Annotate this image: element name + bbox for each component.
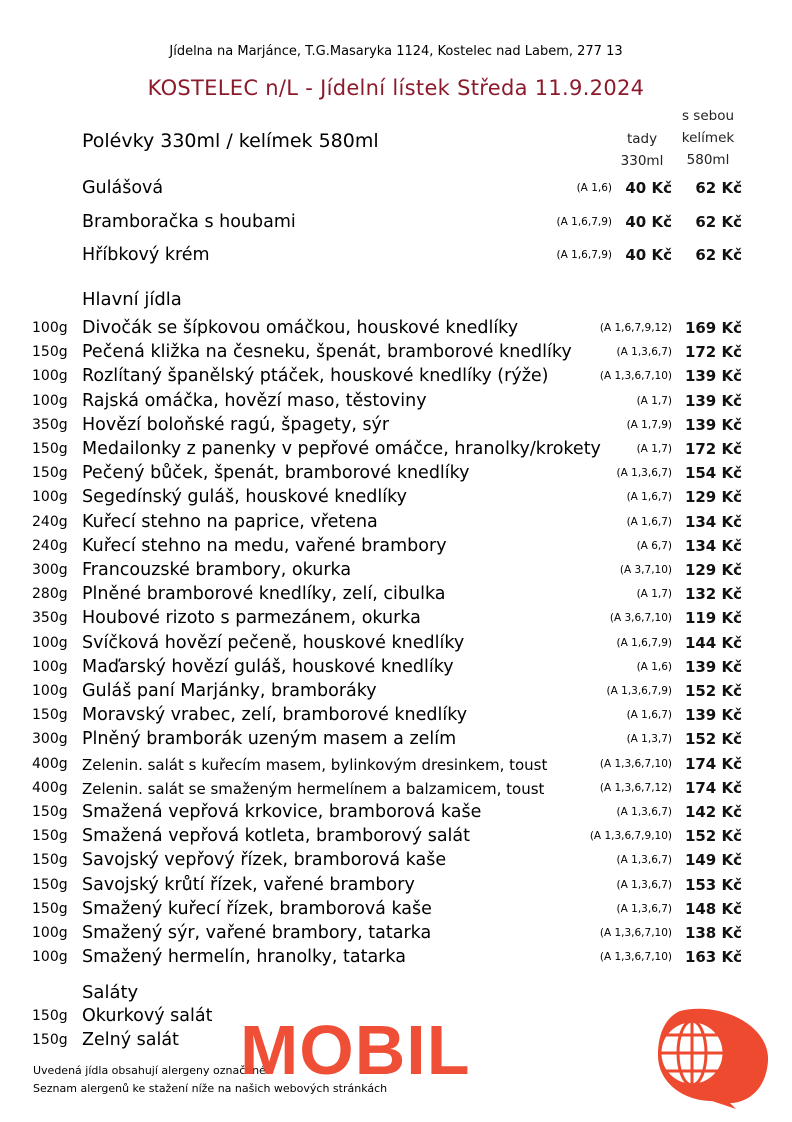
dish-name: Moravský vrabec, zelí, bramborové knedlíky: [82, 705, 468, 726]
main-dish-row: [0, 875, 792, 899]
dish-allergens: (A 1,7,9): [626, 418, 672, 431]
dish-price: 139 Kč: [684, 391, 742, 410]
dish-price: 169 Kč: [684, 319, 742, 337]
dish-price: 174 Kč: [684, 778, 742, 797]
dish-price: 154 Kč: [684, 464, 742, 483]
dish-name: Segedínský guláš, houskové knedlíky: [82, 487, 407, 508]
dish-price: 139 Kč: [684, 367, 742, 386]
column-header-here: [612, 128, 672, 172]
dish-price: 134 Kč: [684, 536, 742, 555]
soup-row: [0, 212, 792, 236]
soup-row: [0, 245, 792, 269]
dish-name: Francouzské brambory, okurka: [82, 560, 352, 580]
main-dish-row: [0, 947, 792, 971]
dish-weight: 350g: [32, 610, 68, 627]
dish-weight: 100g: [32, 658, 68, 675]
dish-allergens: (A 1,3,6,7): [616, 902, 672, 915]
dish-weight: 240g: [32, 537, 68, 554]
column-header-takeaway-line: 580ml: [686, 152, 730, 168]
menu-title: KOSTELEC n/L - Jídelní lístek Středa 11.9.2024: [147, 76, 645, 100]
dish-price: 139 Kč: [684, 415, 742, 434]
main-dish-row: [0, 899, 792, 923]
main-dish-row: [0, 487, 792, 511]
dish-name: Zelenin. salát s kuřecím masem, bylinkovým dresinkem, toust: [82, 755, 548, 774]
soup-price-takeaway: 62 Kč: [695, 246, 742, 264]
dish-weight: 400g: [32, 779, 68, 796]
dish-name: Smažený kuřecí řízek, bramborová kaše: [82, 898, 432, 919]
soup-name: Hříbkový krém: [82, 245, 210, 265]
column-header-here-line: tady: [626, 131, 658, 147]
dish-name: Smažený hermelín, hranolky, tatarka: [82, 947, 406, 968]
dish-name: Smažená vepřová krkovice, bramborová kaše: [82, 802, 482, 822]
soup-price-takeaway: 62 Kč: [695, 212, 742, 231]
dish-price: 152 Kč: [684, 682, 742, 700]
dish-allergens: (A 1,3,6,7): [616, 878, 672, 891]
dish-price: 119 Kč: [684, 609, 742, 628]
dish-name: Houbové rizoto s parmezánem, okurka: [82, 608, 421, 629]
dish-allergens: (A 1,3,6,7,12): [599, 781, 672, 794]
main-dish-row: [0, 778, 792, 802]
main-dish-row: [0, 342, 792, 366]
soup-price-here: 40 Kč: [625, 179, 672, 197]
soup-name: Gulášová: [82, 178, 164, 198]
dish-weight: 150g: [32, 465, 68, 482]
dish-price: 172 Kč: [684, 343, 742, 362]
dish-allergens: (A 1,3,6,7,9): [606, 685, 672, 697]
dish-allergens: (A 1,7): [636, 394, 672, 407]
dish-price: 138 Kč: [684, 924, 742, 942]
column-header-here-line: 330ml: [620, 153, 664, 169]
dish-name: Smažená vepřová kotleta, bramborový salát: [82, 826, 470, 847]
dish-price: 153 Kč: [684, 875, 742, 894]
soup-allergens: (A 1,6,7,9): [556, 215, 612, 228]
dish-name: Savojský krůtí řízek, vařené brambory: [82, 874, 415, 895]
dish-weight: 100g: [32, 320, 68, 336]
main-dish-row: [0, 633, 792, 657]
dish-allergens: (A 1,6,7): [626, 709, 672, 722]
dish-allergens: (A 1,3,6,7,10): [599, 927, 672, 939]
soup-price-takeaway: 62 Kč: [695, 179, 742, 197]
dish-price: 129 Kč: [684, 488, 742, 507]
main-dish-row: [0, 560, 792, 584]
restaurant-address: Jídelna na Marjánce, T.G.Masaryka 1124, Kostelec nad Labem, 277 13: [169, 44, 623, 59]
dish-price: 174 Kč: [684, 754, 742, 773]
dish-allergens: (A 1,6,7,9,12): [599, 322, 672, 334]
dish-weight: 100g: [32, 489, 68, 506]
soup-price-here: 40 Kč: [625, 246, 672, 264]
dish-weight: 280g: [32, 586, 68, 603]
salad-name: Okurkový salát: [82, 1006, 213, 1026]
main-dish-row: [0, 705, 792, 729]
mobil-watermark: MOBIL: [240, 1011, 471, 1089]
main-dish-row: [0, 826, 792, 850]
dish-price: 152 Kč: [684, 827, 742, 846]
dish-name: Svíčková hovězí pečeně, houskové knedlíky: [82, 632, 465, 653]
dish-weight: 100g: [32, 925, 68, 941]
salad-name: Zelný salát: [82, 1030, 179, 1050]
dish-allergens: (A 1,3,6,7): [616, 346, 672, 359]
main-dish-row: [0, 754, 792, 778]
dish-price: 144 Kč: [684, 633, 742, 652]
dish-allergens: (A 1,7): [636, 588, 672, 601]
dish-allergens: (A 1,3,6,7): [616, 467, 672, 480]
dish-name: Divočák se šípkovou omáčkou, houskové knedlíky: [82, 318, 519, 338]
dish-name: Hovězí boloňské ragú, špagety, sýr: [82, 414, 390, 435]
dish-price: 142 Kč: [684, 803, 742, 821]
allergen-download-note: Seznam alergenů ke stažení níže na našich webových stránkách: [33, 1082, 388, 1095]
dish-price: 149 Kč: [684, 851, 742, 870]
soup-name: Bramboračka s houbami: [82, 211, 296, 232]
soup-allergens: (A 1,6,7,9): [556, 249, 612, 261]
dish-name: Guláš paní Marjánky, bramboráky: [82, 681, 377, 701]
soup-allergens: (A 1,6): [576, 182, 612, 194]
main-dish-row: [0, 536, 792, 560]
dish-allergens: (A 1,3,6,7,10): [599, 757, 672, 770]
dish-price: 134 Kč: [684, 512, 742, 531]
dish-weight: 100g: [32, 683, 68, 699]
dish-weight: 300g: [32, 731, 68, 748]
salad-weight: 150g: [32, 1008, 68, 1024]
dish-name: Pečený bůček, špenát, bramborové knedlíky: [82, 463, 470, 484]
column-header-takeaway-line: s sebou: [681, 108, 735, 124]
main-dish-row: [0, 681, 792, 705]
dish-name: Plněné bramborové knedlíky, zelí, cibulka: [82, 584, 446, 605]
dish-allergens: (A 1,3,6,7): [616, 854, 672, 867]
dish-allergens: (A 6,7): [636, 539, 672, 552]
dish-allergens: (A 3,7,10): [619, 564, 672, 576]
dish-allergens: (A 1,6,7): [626, 515, 672, 528]
dish-weight: 350g: [32, 416, 68, 433]
dish-weight: 150g: [32, 804, 68, 820]
dish-price: 129 Kč: [684, 561, 742, 579]
allergen-note: Uvedená jídla obsahují alergeny označené: [33, 1064, 266, 1077]
dish-allergens: (A 1,3,6,7,10): [599, 951, 672, 964]
dish-allergens: (A 1,3,7): [626, 733, 672, 746]
dish-price: 163 Kč: [684, 948, 742, 967]
dish-weight: 150g: [32, 852, 68, 869]
salad-weight: 150g: [32, 1032, 68, 1048]
main-dish-row: [0, 923, 792, 947]
main-dish-row: [0, 463, 792, 487]
dish-weight: 150g: [32, 441, 68, 457]
dish-price: 139 Kč: [684, 706, 742, 725]
dish-name: Pečená kližka na česneku, špenát, bramborové knedlíky: [82, 342, 572, 363]
dish-name: Rozlítaný španělský ptáček, houskové knedlíky (rýže): [82, 366, 549, 387]
main-dish-row: [0, 584, 792, 608]
dish-price: 139 Kč: [684, 657, 742, 676]
dish-name: Plněný bramborák uzeným masem a zelím: [82, 729, 457, 750]
dish-weight: 100g: [32, 368, 68, 385]
main-dish-row: [0, 439, 792, 463]
dish-weight: 400g: [32, 755, 68, 772]
main-dish-row: [0, 608, 792, 632]
dish-weight: 150g: [32, 344, 68, 361]
main-dish-row: [0, 802, 792, 826]
dish-name: Rajská omáčka, hovězí maso, těstoviny: [82, 390, 427, 411]
dish-weight: 100g: [32, 949, 68, 966]
dish-allergens: (A 1,3,6,7): [616, 806, 672, 818]
column-header-takeaway: [672, 105, 744, 171]
main-dish-row: [0, 657, 792, 681]
dish-name: Medailonky z panenky v pepřové omáčce, hranolky/krokety: [82, 439, 601, 459]
dish-weight: 100g: [32, 634, 68, 651]
dish-allergens: (A 1,6): [636, 660, 672, 673]
main-dish-row: [0, 850, 792, 874]
main-dish-row: [0, 729, 792, 753]
dish-allergens: (A 1,6,7,9): [616, 636, 672, 649]
main-dish-row: [0, 391, 792, 415]
dish-price: 172 Kč: [684, 440, 742, 458]
dish-allergens: (A 1,6,7): [626, 491, 672, 504]
dish-allergens: (A 1,3,6,7,10): [599, 370, 672, 383]
globe-speech-bubble-icon: [650, 1005, 774, 1109]
dish-name: Kuřecí stehno na paprice, vřetena: [82, 511, 378, 532]
dish-name: Maďarský hovězí guláš, houskové knedlíky: [82, 656, 454, 677]
dish-weight: 300g: [32, 562, 68, 578]
dish-weight: 150g: [32, 828, 68, 845]
dish-weight: 100g: [32, 392, 68, 409]
soup-section-heading: Polévky 330ml / kelímek 580ml: [82, 130, 379, 152]
main-dish-row: [0, 415, 792, 439]
dish-weight: 150g: [32, 707, 68, 724]
dish-price: 132 Kč: [684, 585, 742, 604]
main-dish-row: [0, 512, 792, 536]
dish-name: Kuřecí stehno na medu, vařené brambory: [82, 535, 447, 556]
main-dish-row: [0, 318, 792, 342]
dish-price: 148 Kč: [684, 899, 742, 918]
mains-section-heading: Hlavní jídla: [82, 289, 182, 310]
dish-weight: 240g: [32, 513, 68, 530]
dish-name: Savojský vepřový řízek, bramborová kaše: [82, 850, 447, 871]
dish-weight: 150g: [32, 900, 68, 917]
salads-section-heading: Saláty: [82, 982, 139, 1003]
dish-price: 152 Kč: [684, 730, 742, 749]
dish-allergens: (A 3,6,7,10): [609, 612, 672, 625]
dish-weight: 150g: [32, 876, 68, 893]
dish-name: Zelenin. salát se smaženým hermelínem a balzamicem, toust: [82, 779, 545, 798]
dish-allergens: (A 1,7): [636, 443, 672, 455]
dish-name: Smažený sýr, vařené brambory, tatarka: [82, 923, 432, 943]
column-header-takeaway-line: kelímek: [681, 130, 735, 146]
soup-row: [0, 178, 792, 202]
dish-allergens: (A 1,3,6,7,9,10): [589, 830, 672, 843]
soup-price-here: 40 Kč: [625, 212, 672, 231]
main-dish-row: [0, 366, 792, 390]
